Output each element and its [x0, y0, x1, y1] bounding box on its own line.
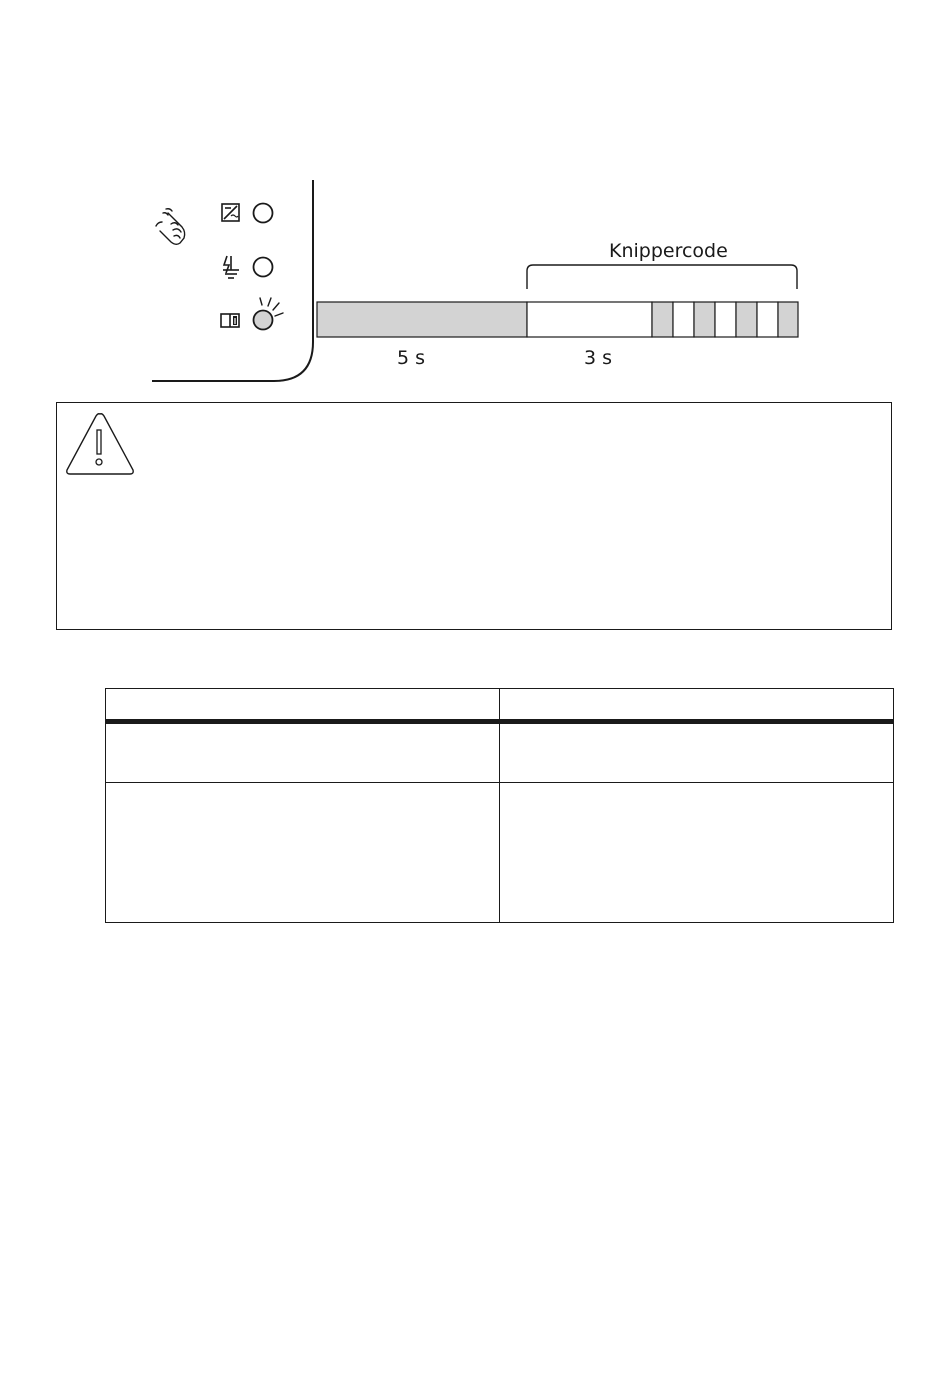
blink-gap — [757, 302, 778, 337]
manual-info-icon — [221, 314, 239, 327]
table-cell — [500, 783, 894, 923]
knippercode-brace — [527, 265, 797, 289]
table-cell — [500, 722, 894, 783]
table-cell — [106, 783, 500, 923]
blink-gap — [715, 302, 736, 337]
blink-pulse — [778, 302, 798, 337]
duration-label-5s: 5 s — [397, 347, 426, 369]
blink-gap — [673, 302, 694, 337]
finger-tap-icon — [156, 209, 185, 245]
blink-pulse — [652, 302, 673, 337]
warning-box — [56, 402, 892, 630]
warning-triangle-icon — [64, 410, 136, 480]
status-led-operation — [254, 204, 273, 223]
error-code-table — [105, 688, 894, 923]
segment-on-5s — [317, 302, 527, 337]
table-header-cell — [500, 689, 894, 722]
table-header-row — [106, 689, 894, 722]
figure-drawing — [0, 0, 950, 400]
timeline-bar — [317, 302, 798, 337]
earth-fault-icon — [223, 256, 239, 278]
table-cell — [106, 722, 500, 783]
table-header-cell — [106, 689, 500, 722]
status-led-earth-fault — [254, 258, 273, 277]
blink-pulse — [694, 302, 715, 337]
duration-label-3s: 3 s — [584, 347, 613, 369]
status-led-fault-blinking — [254, 311, 273, 330]
table-row — [106, 722, 894, 783]
blink-pulse — [736, 302, 757, 337]
inverter-icon — [222, 204, 239, 221]
table-row — [106, 783, 894, 923]
segment-off-3s — [527, 302, 652, 337]
knippercode-label: Knippercode — [609, 240, 728, 262]
blink-code-figure — [0, 0, 950, 400]
